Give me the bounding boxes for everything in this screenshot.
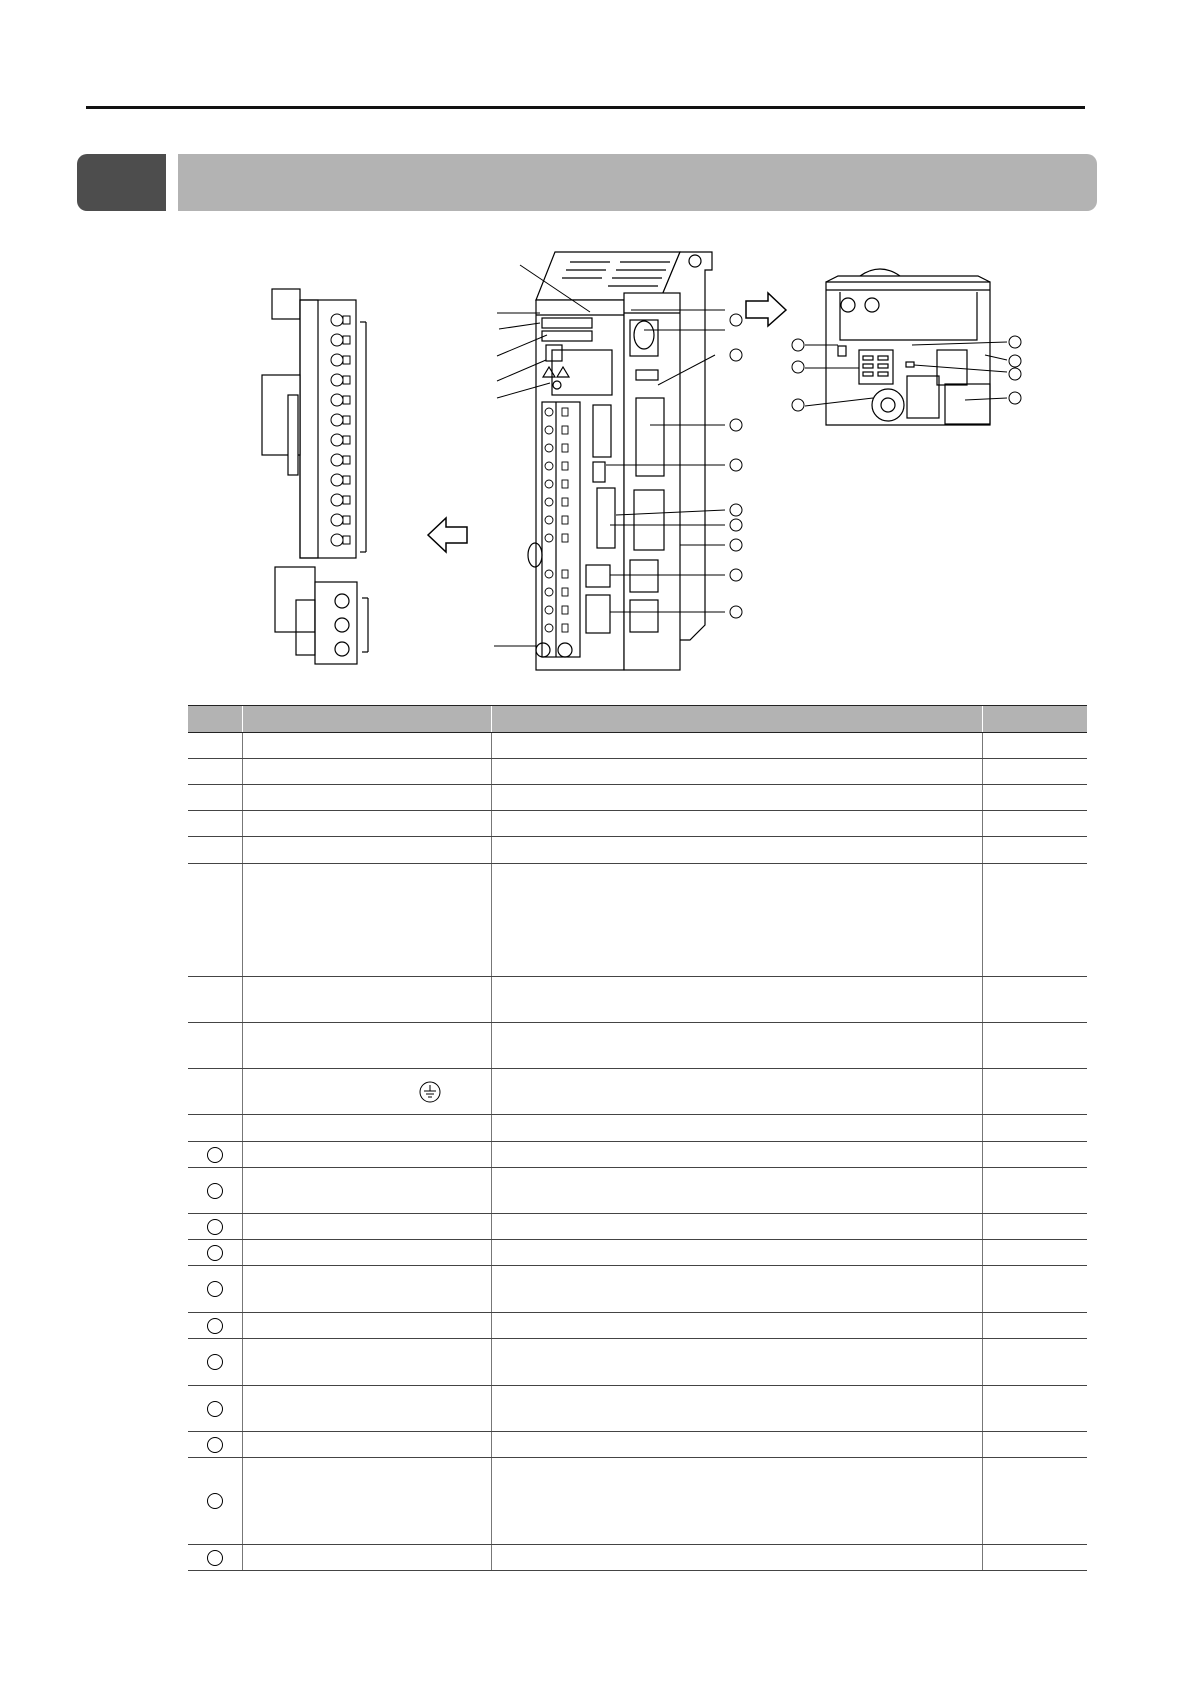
cell-description bbox=[491, 864, 982, 977]
cell-number bbox=[188, 1458, 242, 1545]
left-arrow bbox=[428, 518, 467, 552]
callout-marker-icon bbox=[207, 1437, 223, 1453]
cell-number bbox=[188, 1168, 242, 1214]
cell-description bbox=[491, 1069, 982, 1115]
cell-name bbox=[242, 1115, 491, 1142]
header-name bbox=[242, 706, 491, 733]
cell-number bbox=[188, 1069, 242, 1115]
table-row bbox=[188, 1168, 1087, 1214]
cell-description bbox=[491, 1266, 982, 1313]
cell-number bbox=[188, 785, 242, 811]
cell-description bbox=[491, 1432, 982, 1458]
cell-name bbox=[242, 864, 491, 977]
callout-marker-icon bbox=[207, 1318, 223, 1334]
cell-name bbox=[242, 811, 491, 837]
cell-number bbox=[188, 1214, 242, 1240]
cell-reference bbox=[982, 1115, 1087, 1142]
cell-number bbox=[188, 864, 242, 977]
cell-number bbox=[188, 1386, 242, 1432]
table-row bbox=[188, 1339, 1087, 1386]
parts-table bbox=[188, 705, 1087, 1571]
cell-reference bbox=[982, 811, 1087, 837]
cell-number bbox=[188, 1142, 242, 1168]
table-row bbox=[188, 1545, 1087, 1571]
cell-description bbox=[491, 759, 982, 785]
table-row bbox=[188, 1386, 1087, 1432]
header-description bbox=[491, 706, 982, 733]
table-row bbox=[188, 785, 1087, 811]
cell-name bbox=[242, 785, 491, 811]
cell-reference bbox=[982, 1458, 1087, 1545]
cell-name bbox=[242, 1214, 491, 1240]
cell-reference bbox=[982, 864, 1087, 977]
cell-number bbox=[188, 1313, 242, 1339]
cell-reference bbox=[982, 1168, 1087, 1214]
callout-marker-icon bbox=[207, 1245, 223, 1261]
cell-number bbox=[188, 1545, 242, 1571]
callout-marker-icon bbox=[207, 1147, 223, 1163]
top-rule bbox=[86, 106, 1085, 109]
header-reference bbox=[982, 706, 1087, 733]
callout-marker-icon bbox=[207, 1183, 223, 1199]
cell-name bbox=[242, 733, 491, 759]
cell-reference bbox=[982, 1266, 1087, 1313]
cell-number bbox=[188, 811, 242, 837]
table-row bbox=[188, 1069, 1087, 1115]
cell-reference bbox=[982, 759, 1087, 785]
cell-reference bbox=[982, 1069, 1087, 1115]
cell-description bbox=[491, 837, 982, 864]
cell-reference bbox=[982, 733, 1087, 759]
table-row bbox=[188, 864, 1087, 977]
cell-description bbox=[491, 733, 982, 759]
callout-marker-icon bbox=[207, 1550, 223, 1566]
cell-description bbox=[491, 1339, 982, 1386]
cell-description bbox=[491, 1313, 982, 1339]
table-row bbox=[188, 1313, 1087, 1339]
servopack-body bbox=[528, 252, 712, 670]
table-row bbox=[188, 1023, 1087, 1069]
top-panel-detail bbox=[826, 269, 990, 425]
cell-reference bbox=[982, 1545, 1087, 1571]
cell-name bbox=[242, 1432, 491, 1458]
table-row bbox=[188, 977, 1087, 1023]
right-arrow bbox=[746, 293, 786, 326]
table-row bbox=[188, 1214, 1087, 1240]
section-number-tab bbox=[77, 154, 166, 211]
cell-reference bbox=[982, 1240, 1087, 1266]
cell-description bbox=[491, 1386, 982, 1432]
callout-marker-icon bbox=[207, 1401, 223, 1417]
callout-marker-icon bbox=[207, 1493, 223, 1509]
table-row bbox=[188, 759, 1087, 785]
table-row bbox=[188, 1115, 1087, 1142]
cell-description bbox=[491, 1545, 982, 1571]
cell-reference bbox=[982, 1142, 1087, 1168]
cell-description bbox=[491, 1142, 982, 1168]
table-header-row bbox=[188, 706, 1087, 733]
cell-name bbox=[242, 1240, 491, 1266]
cell-name bbox=[242, 1142, 491, 1168]
ground-icon bbox=[419, 1081, 441, 1103]
table-row bbox=[188, 733, 1087, 759]
cell-number bbox=[188, 1240, 242, 1266]
table-row bbox=[188, 1142, 1087, 1168]
cell-number bbox=[188, 1115, 242, 1142]
cell-description bbox=[491, 977, 982, 1023]
cell-reference bbox=[982, 1023, 1087, 1069]
cell-number bbox=[188, 759, 242, 785]
cell-reference bbox=[982, 1386, 1087, 1432]
table-row bbox=[188, 1266, 1087, 1313]
servopack-diagram bbox=[0, 225, 1190, 680]
cell-number bbox=[188, 977, 242, 1023]
cell-reference bbox=[982, 1214, 1087, 1240]
cell-name bbox=[242, 1545, 491, 1571]
cell-description bbox=[491, 1023, 982, 1069]
cell-name bbox=[242, 1168, 491, 1214]
cell-number bbox=[188, 1023, 242, 1069]
cell-description bbox=[491, 1240, 982, 1266]
cell-name bbox=[242, 977, 491, 1023]
cell-reference bbox=[982, 977, 1087, 1023]
cell-description bbox=[491, 1458, 982, 1545]
cell-name bbox=[242, 1458, 491, 1545]
cell-number bbox=[188, 733, 242, 759]
section-title-bar bbox=[178, 154, 1097, 211]
callout-circles bbox=[730, 314, 742, 618]
table-row bbox=[188, 837, 1087, 864]
cell-name bbox=[242, 1386, 491, 1432]
table-row bbox=[188, 1432, 1087, 1458]
cell-number bbox=[188, 1339, 242, 1386]
cell-reference bbox=[982, 785, 1087, 811]
cell-reference bbox=[982, 1339, 1087, 1386]
cell-name bbox=[242, 1339, 491, 1386]
table-row bbox=[188, 811, 1087, 837]
table-row bbox=[188, 1240, 1087, 1266]
cell-name bbox=[242, 837, 491, 864]
header-number bbox=[188, 706, 242, 733]
cell-description bbox=[491, 811, 982, 837]
cell-reference bbox=[982, 1313, 1087, 1339]
cell-name bbox=[242, 1069, 491, 1115]
cell-description bbox=[491, 1115, 982, 1142]
cell-description bbox=[491, 785, 982, 811]
callout-marker-icon bbox=[207, 1219, 223, 1235]
cell-name bbox=[242, 759, 491, 785]
cell-number bbox=[188, 1266, 242, 1313]
cell-name bbox=[242, 1023, 491, 1069]
cell-number bbox=[188, 1432, 242, 1458]
cell-description bbox=[491, 1168, 982, 1214]
cell-name bbox=[242, 1313, 491, 1339]
cell-number bbox=[188, 837, 242, 864]
table-row bbox=[188, 1458, 1087, 1545]
cell-reference bbox=[982, 1432, 1087, 1458]
cell-description bbox=[491, 1214, 982, 1240]
cell-name bbox=[242, 1266, 491, 1313]
cell-reference bbox=[982, 837, 1087, 864]
motor-terminal-block bbox=[275, 567, 368, 664]
callout-marker-icon bbox=[207, 1281, 223, 1297]
callout-marker-icon bbox=[207, 1354, 223, 1370]
